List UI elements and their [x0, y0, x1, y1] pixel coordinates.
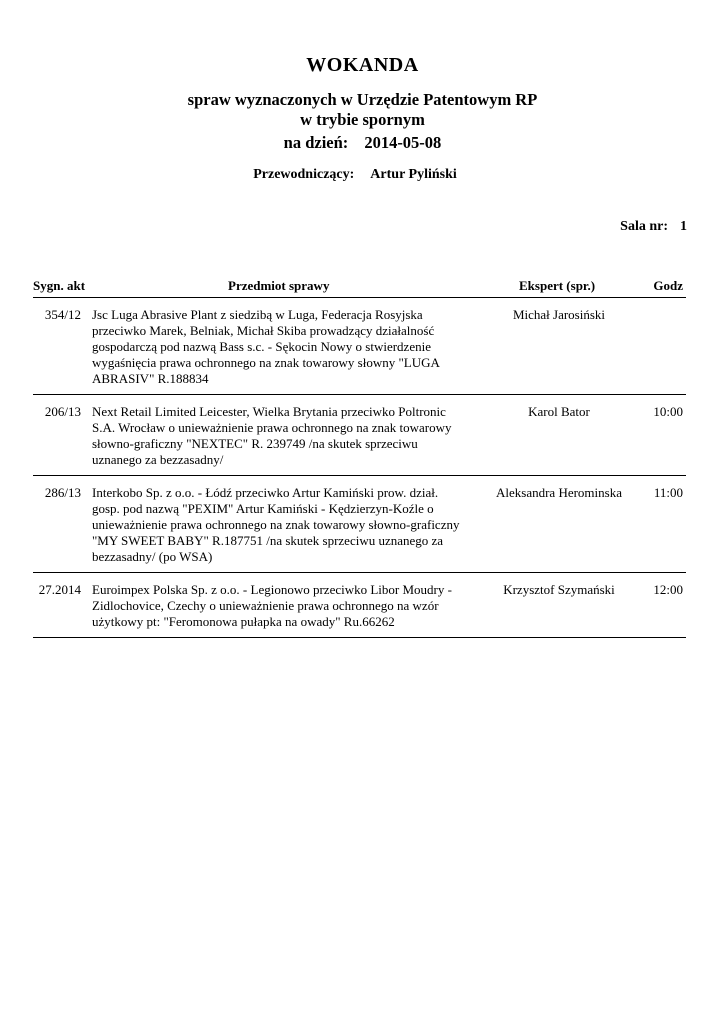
- column-header-sygn: Sygn. akt: [33, 278, 86, 293]
- date-value: 2014-05-08: [364, 133, 442, 152]
- case-subject: Next Retail Limited Leicester, Wielka Brytania przeciwko Poltronic S.A. Wrocław o unieważnienie prawa ochronnego na znak towarowy słowno-graficzny "NEXTEC" R. 239749 /na skutek sprzeciwu uznanego za bezzasadny/: [92, 404, 452, 467]
- case-expert: Aleksandra Herominska: [496, 485, 622, 500]
- date-line: [0, 133, 725, 153]
- column-header-expert: Ekspert (spr.): [519, 278, 596, 293]
- case-expert: Karol Bator: [528, 404, 590, 419]
- room-line: [620, 219, 687, 235]
- case-time: 12:00: [653, 582, 683, 597]
- case-subject: Jsc Luga Abrasive Plant z siedzibą w Luga, Federacja Rosyjska przeciwko Marek, Belniak, Michał Skiba prowadzący działalność gospodarczą pod nazwą Bass s.c. - Sękocin Nowy o stwierdzenie wygaśnięcia prawa ochronnego na znak towarowy słowny "LUGA ABRASIV" R.188834: [92, 307, 440, 386]
- case-number: 27.2014: [38, 582, 81, 597]
- cases-table: [33, 278, 686, 638]
- room-label: Sala nr:: [620, 219, 668, 234]
- table-row: [33, 395, 686, 476]
- case-expert: Krzysztof Szymański: [503, 582, 615, 597]
- chair-name: Artur Pyliński: [370, 167, 457, 182]
- case-subject: Interkobo Sp. z o.o. - Łódź przeciwko Artur Kamiński prow. dział. gosp. pod nazwą "PEXIM" Artur Kamiński - Kędzierzyn-Koźle o unieważnienie prawa ochronnego na znak towarowy słowno-graficzny "MY SWEET BABY" R.187751 /na skutek sprzeciwu uznanego za bezzasadny/ (po WSA): [92, 485, 460, 564]
- case-time: 11:00: [653, 485, 683, 500]
- document-title: WOKANDA: [306, 54, 419, 76]
- subtitle-line-1: spraw wyznaczonych w Urzędzie Patentowym RP: [187, 90, 538, 109]
- case-number: 286/13: [44, 485, 81, 500]
- column-header-subject: Przedmiot sprawy: [228, 278, 330, 293]
- chair-line: [0, 167, 710, 183]
- table-header: [33, 278, 686, 298]
- column-header-time: Godz: [653, 278, 683, 293]
- case-number: 206/13: [44, 404, 81, 419]
- table-row: [33, 573, 686, 638]
- case-expert: Michał Jarosiński: [512, 307, 606, 322]
- subtitle-line-2: w trybie spornym: [300, 110, 425, 129]
- date-label: na dzień:: [283, 133, 349, 152]
- table-row: [33, 298, 686, 395]
- case-number: 354/12: [44, 307, 81, 322]
- case-time: 10:00: [653, 404, 683, 419]
- room-number: 1: [680, 219, 687, 234]
- table-row: [33, 476, 686, 573]
- case-subject: Euroimpex Polska Sp. z o.o. - Legionowo przeciwko Libor Moudry - Zidlochovice, Czechy o unieważnienie prawa ochronnego na wzór użytkowy pt: "Feromonowa pułapka na owady" Ru.66262: [92, 582, 452, 629]
- document-subtitle: [0, 90, 725, 130]
- chair-label: Przewodniczący:: [253, 167, 355, 182]
